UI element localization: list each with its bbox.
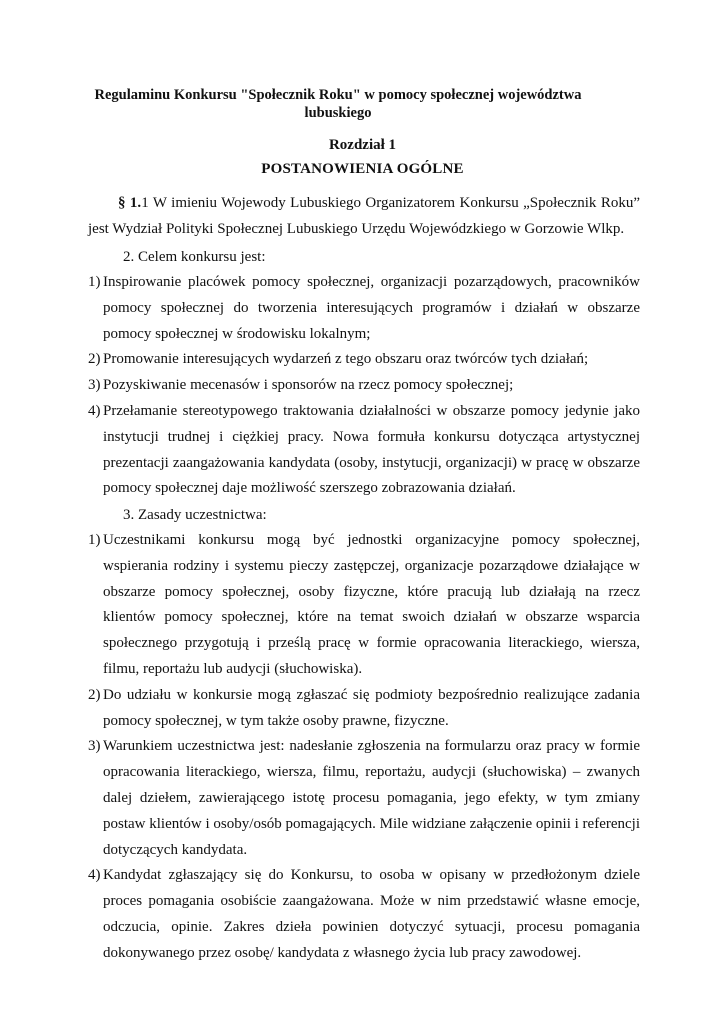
list-item <box>88 373 640 399</box>
list-item <box>88 734 640 863</box>
paragraph-1 <box>88 190 640 242</box>
list-item <box>88 270 640 347</box>
list-item <box>88 683 640 735</box>
list-item-number: 1) <box>88 274 101 290</box>
list-item-number: 3) <box>88 377 101 394</box>
list-item-text: Pozyskiwanie mecenasów i sponsorów na rzecz pomocy społecznej; <box>103 377 514 394</box>
list-item-text: Inspirowanie placówek pomocy społecznej, organizacji pozarządowych, pracowników pomocy społecznej do tworzenia interesujących programów i działań w obszarze pomocy społecznej w środowisku lokalnym; <box>103 274 640 342</box>
list-item-text: Do udziału w konkursie mogą zgłaszać się podmioty bezpośrednio realizujące zadania pomocy społecznej, w tym także osoby prawne, fizyczne. <box>103 686 640 729</box>
list-item-number: 4) <box>88 402 101 419</box>
list-item-text: Warunkiem uczestnictwa jest: nadesłanie zgłoszenia na formularzu oraz pracy w formie opracowania literackiego, wiersza, filmu, reportażu, audycji (słuchowiska) – zwanych dalej dziełem, zawierającego istotę procesu pomagania, jego efekty, w tym zmiany postaw klientów i osoby/osób pomagających. Mile widziane załączenie opinii i referencji dotyczących kandydata. <box>103 738 640 858</box>
list-item-text: Przełamanie stereotypowego traktowania działalności w obszarze pomocy jedynie jako instytucji trudnej i ciężkiej pracy. Nowa formuła konkursu dotycząca artystycznej prezentacji zaangażowania kandydata (osoby, instytucji, organizacji) w pracę w obszarze pomocy społecznej daje możliwość szerszego zobrazowania działań. <box>103 402 640 497</box>
list-item-number: 2) <box>88 686 101 703</box>
section-2-heading: 2. Celem konkursu jest: <box>123 249 266 265</box>
list-item-number: 4) <box>88 867 101 884</box>
paragraph-1-text: 1 W imieniu Wojewody Lubuskiego Organizatorem Konkursu „Społecznik Roku” jest Wydział Polityki Społecznej Lubuskiego Urzędu Wojewódzkiego w Gorzowie Wlkp. <box>88 195 641 237</box>
list-item-text: Uczestnikami konkursu mogą być jednostki organizacyjne pomocy społecznej, wspierania rodziny i systemu pieczy zastępczej, organizacje pozarządowe działające w obszarze pomocy społecznej, osoby fizyczne, które pracują lub działają na rzecz klientów pomocy społecznej, które na temat swoich działań w obszarze wsparcia społecznego przygotują i prześlą pracę w formie opracowania literackiego, wiersza, filmu, reportażu lub audycji (słuchowiska). <box>103 532 640 677</box>
list-item-number: 2) <box>88 351 101 368</box>
list-item <box>88 528 640 683</box>
chapter-name: POSTANOWIENIA OGÓLNE <box>261 161 464 177</box>
list-item-text: Kandydat zgłaszający się do Konkursu, to osoba w opisany w przedłożonym dziele proces pomagania osobiście zaangażowana. Może w nim przedstawić własne emocje, odczucia, opinie. Zakres dzieła powinien dotyczyć sytuacji, procesu pomagania dokonywanego przez osobę/ kandydata z własnego życia lub pracy zawodowej. <box>103 867 640 961</box>
section-3-list <box>88 528 640 967</box>
section-3-heading: 3. Zasady uczestnictwa: <box>123 507 267 523</box>
paragraph-symbol: § 1. <box>118 195 142 211</box>
list-item-text: Promowanie interesujących wydarzeń z tego obszaru oraz twórców tych działań; <box>103 351 589 368</box>
list-item <box>88 399 640 502</box>
list-item-number: 1) <box>88 532 101 548</box>
list-item <box>88 863 640 966</box>
section-2-list <box>88 270 640 502</box>
chapter-number: Rozdział 1 <box>328 137 397 153</box>
list-item <box>88 347 640 373</box>
document-title: Regulaminu Konkursu "Społecznik Roku" w pomocy społecznej województwa lubuskiego <box>94 87 582 121</box>
list-item-number: 3) <box>88 738 101 755</box>
